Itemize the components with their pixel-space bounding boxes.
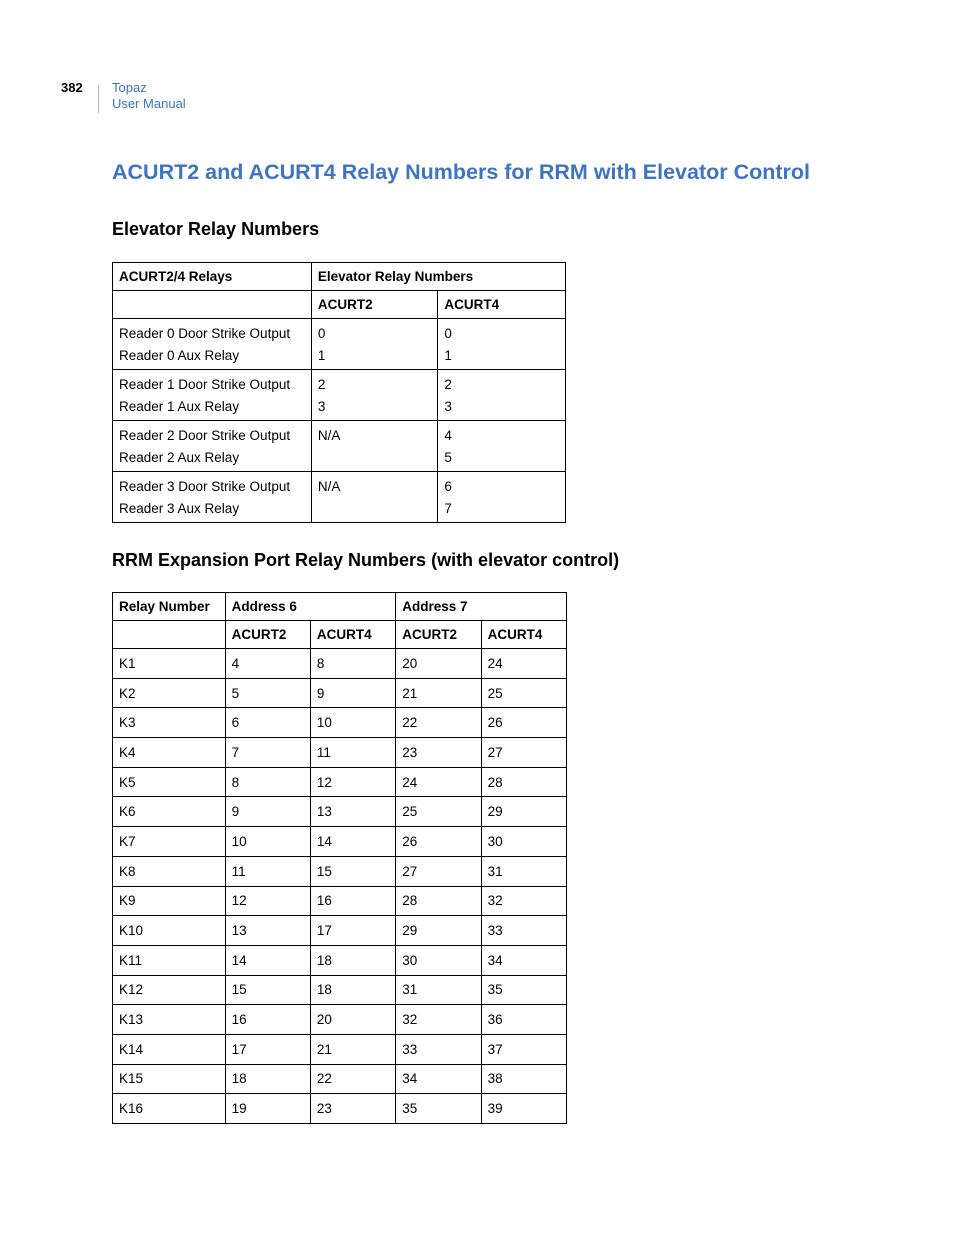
table-row xyxy=(113,1034,567,1064)
address6-acurt2-cell: 8 xyxy=(225,767,310,797)
column-subheader: ACURT2 xyxy=(396,621,481,649)
column-subheader: ACURT4 xyxy=(481,621,566,649)
table-row xyxy=(113,827,567,857)
relay-number: N/A xyxy=(317,428,341,443)
address6-acurt4-cell: 10 xyxy=(310,708,395,738)
address7-acurt2-cell: 21 xyxy=(396,678,481,708)
relay-number: 0 xyxy=(444,326,452,341)
relay-number-cell: K3 xyxy=(113,708,226,738)
column-subheader xyxy=(113,621,226,649)
table-row xyxy=(113,738,567,768)
column-header: Relay Number xyxy=(113,593,226,621)
relay-number: 4 xyxy=(444,428,452,443)
document-subtitle: User Manual xyxy=(112,96,186,111)
table-row xyxy=(113,1005,567,1035)
address6-acurt4-cell: 16 xyxy=(310,886,395,916)
relay-number: 2 xyxy=(444,377,452,392)
relay-label: Reader 2 Aux Relay xyxy=(119,449,240,465)
address6-acurt2-cell: 5 xyxy=(225,678,310,708)
table-header-row xyxy=(113,263,566,291)
table-row xyxy=(113,472,566,523)
address6-acurt4-cell: 9 xyxy=(310,678,395,708)
table-row xyxy=(113,975,567,1005)
address7-acurt2-cell: 23 xyxy=(396,738,481,768)
address7-acurt2-cell: 28 xyxy=(396,886,481,916)
relay-label: Reader 0 Door Strike Output xyxy=(119,326,291,341)
address6-acurt4-cell: 13 xyxy=(310,797,395,827)
column-header: Elevator Relay Numbers xyxy=(311,263,565,291)
table-row xyxy=(113,797,567,827)
address7-acurt4-cell: 27 xyxy=(481,738,566,768)
column-subheader: ACURT4 xyxy=(310,621,395,649)
elevator-relay-table xyxy=(112,262,566,523)
address7-acurt2-cell: 26 xyxy=(396,827,481,857)
relay-number-cell: K11 xyxy=(113,945,226,975)
address7-acurt4-cell: 31 xyxy=(481,856,566,886)
table-row xyxy=(113,319,566,370)
address7-acurt4-cell: 33 xyxy=(481,916,566,946)
acurt2-cell xyxy=(311,370,438,421)
address7-acurt2-cell: 29 xyxy=(396,916,481,946)
relay-number: 3 xyxy=(317,398,326,414)
column-subheader: ACURT2 xyxy=(311,291,438,319)
acurt2-cell xyxy=(311,319,438,370)
table-row xyxy=(113,886,567,916)
table-row xyxy=(113,421,566,472)
address7-acurt2-cell: 20 xyxy=(396,649,481,679)
relay-label: Reader 0 Aux Relay xyxy=(119,347,240,363)
relay-number-cell: K10 xyxy=(113,916,226,946)
table-header-row xyxy=(113,593,567,621)
relay-number-cell: K14 xyxy=(113,1034,226,1064)
column-header: Address 6 xyxy=(225,593,396,621)
address7-acurt2-cell: 22 xyxy=(396,708,481,738)
relay-number: 1 xyxy=(444,347,452,363)
relay-number: N/A xyxy=(317,479,341,494)
relay-number: 1 xyxy=(317,347,326,363)
address6-acurt4-cell: 11 xyxy=(310,738,395,768)
address7-acurt4-cell: 32 xyxy=(481,886,566,916)
address7-acurt2-cell: 35 xyxy=(396,1094,481,1124)
relay-number-cell: K13 xyxy=(113,1005,226,1035)
address6-acurt2-cell: 4 xyxy=(225,649,310,679)
address6-acurt2-cell: 11 xyxy=(225,856,310,886)
acurt4-cell xyxy=(438,319,566,370)
address6-acurt2-cell: 14 xyxy=(225,945,310,975)
address6-acurt2-cell: 6 xyxy=(225,708,310,738)
address6-acurt4-cell: 20 xyxy=(310,1005,395,1035)
address7-acurt4-cell: 37 xyxy=(481,1034,566,1064)
table-row xyxy=(113,945,567,975)
address7-acurt4-cell: 25 xyxy=(481,678,566,708)
address6-acurt2-cell: 10 xyxy=(225,827,310,857)
relay-number: 5 xyxy=(444,449,452,465)
address6-acurt4-cell: 23 xyxy=(310,1094,395,1124)
relay-number-cell: K6 xyxy=(113,797,226,827)
address6-acurt4-cell: 15 xyxy=(310,856,395,886)
relay-number-cell: K15 xyxy=(113,1064,226,1094)
table-row xyxy=(113,1094,567,1124)
address6-acurt4-cell: 12 xyxy=(310,767,395,797)
address7-acurt4-cell: 30 xyxy=(481,827,566,857)
relay-number-cell: K1 xyxy=(113,649,226,679)
address7-acurt4-cell: 29 xyxy=(481,797,566,827)
address7-acurt4-cell: 36 xyxy=(481,1005,566,1035)
address6-acurt2-cell: 9 xyxy=(225,797,310,827)
page-number: 382 xyxy=(61,80,83,95)
column-subheader: ACURT4 xyxy=(438,291,566,319)
address6-acurt2-cell: 18 xyxy=(225,1064,310,1094)
acurt2-cell xyxy=(311,472,438,523)
address7-acurt2-cell: 33 xyxy=(396,1034,481,1064)
address7-acurt4-cell: 39 xyxy=(481,1094,566,1124)
address7-acurt4-cell: 38 xyxy=(481,1064,566,1094)
address6-acurt2-cell: 7 xyxy=(225,738,310,768)
address7-acurt4-cell: 28 xyxy=(481,767,566,797)
relay-cell xyxy=(113,421,312,472)
address7-acurt2-cell: 24 xyxy=(396,767,481,797)
address6-acurt2-cell: 16 xyxy=(225,1005,310,1035)
address6-acurt4-cell: 21 xyxy=(310,1034,395,1064)
table-row xyxy=(113,649,567,679)
table-subheader-row xyxy=(113,621,567,649)
section-heading-rrm-expansion-port: RRM Expansion Port Relay Numbers (with elevator control) xyxy=(112,550,620,570)
address7-acurt2-cell: 25 xyxy=(396,797,481,827)
relay-label: Reader 3 Door Strike Output xyxy=(119,479,291,494)
table-row xyxy=(113,708,567,738)
relay-number: 6 xyxy=(444,479,452,494)
relay-number: 3 xyxy=(444,398,452,414)
relay-cell xyxy=(113,472,312,523)
address7-acurt2-cell: 30 xyxy=(396,945,481,975)
column-header: ACURT2/4 Relays xyxy=(113,263,312,291)
section-heading-elevator-relay-numbers: Elevator Relay Numbers xyxy=(112,219,320,239)
acurt2-cell xyxy=(311,421,438,472)
document-name xyxy=(112,80,186,112)
relay-number-cell: K12 xyxy=(113,975,226,1005)
relay-number: 0 xyxy=(317,326,326,341)
column-subheader xyxy=(113,291,312,319)
address6-acurt4-cell: 14 xyxy=(310,827,395,857)
address6-acurt2-cell: 17 xyxy=(225,1034,310,1064)
column-header: Address 7 xyxy=(396,593,567,621)
relay-number-cell: K2 xyxy=(113,678,226,708)
page-header xyxy=(0,79,954,115)
document-title: Topaz xyxy=(112,80,147,95)
relay-number-cell: K9 xyxy=(113,886,226,916)
relay-number-cell: K4 xyxy=(113,738,226,768)
header-divider xyxy=(98,85,99,113)
address7-acurt4-cell: 24 xyxy=(481,649,566,679)
relay-number-cell: K5 xyxy=(113,767,226,797)
address7-acurt2-cell: 31 xyxy=(396,975,481,1005)
relay-cell xyxy=(113,370,312,421)
address6-acurt2-cell: 12 xyxy=(225,886,310,916)
relay-number-cell: K16 xyxy=(113,1094,226,1124)
address6-acurt4-cell: 8 xyxy=(310,649,395,679)
address7-acurt4-cell: 34 xyxy=(481,945,566,975)
address7-acurt2-cell: 34 xyxy=(396,1064,481,1094)
relay-number: 7 xyxy=(444,500,452,516)
address6-acurt4-cell: 18 xyxy=(310,945,395,975)
relay-number-cell: K8 xyxy=(113,856,226,886)
acurt4-cell xyxy=(438,421,566,472)
address7-acurt4-cell: 26 xyxy=(481,708,566,738)
relay-number: 2 xyxy=(317,377,326,392)
address6-acurt4-cell: 22 xyxy=(310,1064,395,1094)
address7-acurt2-cell: 32 xyxy=(396,1005,481,1035)
address6-acurt2-cell: 13 xyxy=(225,916,310,946)
table-subheader-row xyxy=(113,291,566,319)
relay-number-cell: K7 xyxy=(113,827,226,857)
relay-cell xyxy=(113,319,312,370)
address6-acurt2-cell: 15 xyxy=(225,975,310,1005)
table-row xyxy=(113,856,567,886)
table-row xyxy=(113,916,567,946)
rrm-expansion-relay-table xyxy=(112,592,567,1124)
address7-acurt2-cell: 27 xyxy=(396,856,481,886)
address6-acurt4-cell: 17 xyxy=(310,916,395,946)
acurt4-cell xyxy=(438,472,566,523)
address6-acurt2-cell: 19 xyxy=(225,1094,310,1124)
relay-label: Reader 1 Aux Relay xyxy=(119,398,240,414)
table-body xyxy=(113,649,567,1124)
table-row xyxy=(113,1064,567,1094)
table-row xyxy=(113,370,566,421)
table-row xyxy=(113,767,567,797)
relay-label: Reader 2 Door Strike Output xyxy=(119,428,291,443)
relay-label: Reader 3 Aux Relay xyxy=(119,500,240,516)
table-row xyxy=(113,678,567,708)
address6-acurt4-cell: 18 xyxy=(310,975,395,1005)
page-title: ACURT2 and ACURT4 Relay Numbers for RRM with Elevator Control xyxy=(112,160,811,184)
column-subheader: ACURT2 xyxy=(225,621,310,649)
relay-label: Reader 1 Door Strike Output xyxy=(119,377,291,392)
acurt4-cell xyxy=(438,370,566,421)
address7-acurt4-cell: 35 xyxy=(481,975,566,1005)
